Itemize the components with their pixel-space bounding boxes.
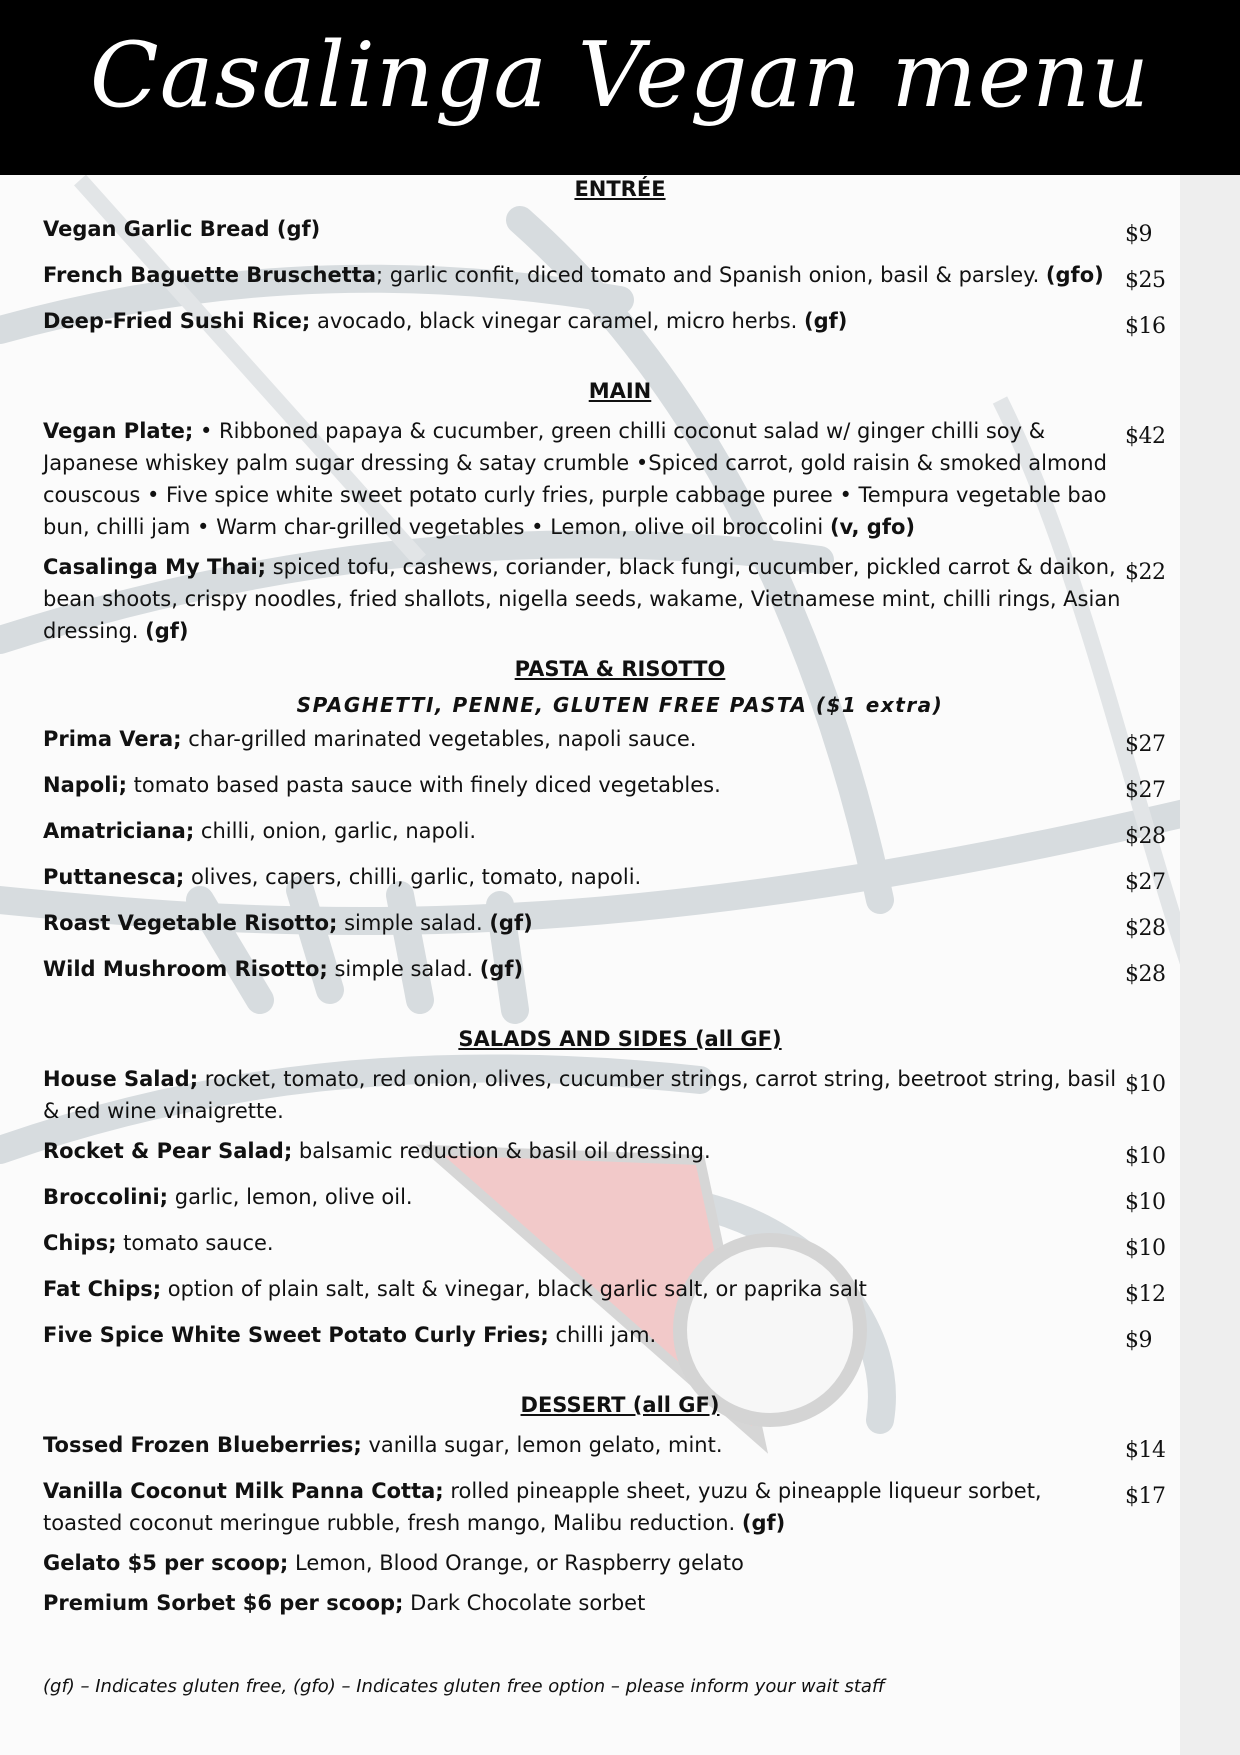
item-description <box>43 861 1125 893</box>
section-dessert <box>0 1365 1240 1619</box>
section-subtitle: SPAGHETTI, PENNE, GLUTEN FREE PASTA ($1 extra) <box>296 693 944 717</box>
item-description <box>43 815 1125 847</box>
item-diet-tag: (gfo) <box>1045 263 1104 287</box>
section-title: PASTA & RISOTTO <box>514 657 726 681</box>
item-name: Deep-Fried Sushi Rice; <box>43 309 311 333</box>
item-description <box>43 1227 1125 1259</box>
item-price: $17 <box>1125 1484 1166 1509</box>
menu-item <box>43 769 1183 807</box>
item-details: rolled pineapple sheet, yuzu & pineapple liqueur sorbet, toasted coconut meringue rubble, fresh mango, Malibu reduction. <box>43 1479 1042 1535</box>
item-details: rocket, tomato, red onion, olives, cucumber strings, carrot string, beetroot string, basil & red wine vinaigrette. <box>43 1067 1117 1123</box>
item-description <box>43 953 1125 985</box>
item-price: $28 <box>1125 962 1166 987</box>
item-details: balsamic reduction & basil oil dressing. <box>292 1139 711 1163</box>
item-description <box>43 1319 1125 1351</box>
menu-item <box>43 1227 1183 1265</box>
section-title: SALADS AND SIDES (all GF) <box>458 1027 782 1051</box>
item-price: $27 <box>1125 870 1166 895</box>
item-description <box>43 907 1125 939</box>
item-name: Gelato $5 per scoop; <box>43 1551 289 1575</box>
item-details: chilli jam. <box>548 1323 657 1347</box>
item-details: olives, capers, chilli, garlic, tomato, napoli. <box>184 865 642 889</box>
menu-item <box>43 815 1183 853</box>
item-price: $28 <box>1125 916 1166 941</box>
item-description <box>43 723 1125 755</box>
item-description <box>43 259 1125 291</box>
menu-item <box>43 415 1183 543</box>
item-name: House Salad; <box>43 1067 199 1091</box>
item-name: Vegan Garlic Bread (gf) <box>43 217 321 241</box>
section-entree <box>0 175 1240 343</box>
item-details: Lemon, Blood Orange, or Raspberry gelato <box>288 1551 744 1575</box>
item-description <box>43 1063 1125 1127</box>
section-main <box>0 351 1240 647</box>
item-name: Casalinga My Thai; <box>43 555 267 579</box>
item-name: Amatriciana; <box>43 819 195 843</box>
menu-item <box>43 907 1183 945</box>
menu-item <box>43 1547 1183 1579</box>
item-name: Tossed Frozen Blueberries; <box>43 1433 362 1457</box>
item-details: spiced tofu, cashews, coriander, black fungi, cucumber, pickled carrot & daikon, bean shoots, crispy noodles, fried shallots, nigella seeds, wakame, Vietnamese mint, chilli rings, Asian dressing. <box>43 555 1121 643</box>
menu-item <box>43 1429 1183 1467</box>
menu-item <box>43 551 1183 647</box>
item-name: Roast Vegetable Risotto; <box>43 911 338 935</box>
section-pasta-risotto <box>0 655 1240 991</box>
item-description <box>43 1181 1125 1213</box>
section-title: DESSERT (all GF) <box>520 1393 720 1417</box>
item-name: Broccolini; <box>43 1185 169 1209</box>
item-diet-tag: (gf) <box>804 309 848 333</box>
item-price: $12 <box>1125 1282 1166 1307</box>
item-price <box>1125 1547 1183 1553</box>
item-price: $10 <box>1125 1236 1166 1261</box>
item-description <box>43 415 1125 543</box>
menu-item <box>43 953 1183 991</box>
item-diet-tag: (gf) <box>479 957 524 981</box>
menu-content <box>0 175 1240 1627</box>
item-price: $25 <box>1125 268 1166 293</box>
item-details: Dark Chocolate sorbet <box>403 1591 646 1615</box>
section-salads-sides <box>0 999 1240 1357</box>
menu-item <box>43 1181 1183 1219</box>
item-price <box>1125 1587 1183 1593</box>
menu-item <box>43 1587 1183 1619</box>
item-name: Prima Vera; <box>43 727 182 751</box>
item-price: $42 <box>1125 424 1166 449</box>
item-description <box>43 213 1125 245</box>
item-name: French Baguette Bruschetta <box>43 263 376 287</box>
item-name: Fat Chips; <box>43 1277 162 1301</box>
item-price: $27 <box>1125 732 1166 757</box>
item-details: char-grilled marinated vegetables, napoli sauce. <box>181 727 697 751</box>
menu-item <box>43 723 1183 761</box>
item-description <box>43 551 1125 647</box>
item-description <box>43 1587 1125 1619</box>
item-name: Vanilla Coconut Milk Panna Cotta; <box>43 1479 444 1503</box>
item-details: tomato based pasta sauce with finely diced vegetables. <box>127 773 721 797</box>
item-description <box>43 1547 1125 1579</box>
menu-title: Casalinga Vegan menu <box>89 23 1151 128</box>
item-price: $22 <box>1125 560 1166 585</box>
item-price: $16 <box>1125 314 1166 339</box>
item-price: $28 <box>1125 824 1166 849</box>
item-price: $10 <box>1125 1144 1166 1169</box>
item-price: $10 <box>1125 1072 1166 1097</box>
menu-item <box>43 1135 1183 1173</box>
item-details: vanilla sugar, lemon gelato, mint. <box>361 1433 723 1457</box>
item-description <box>43 1475 1125 1539</box>
item-price: $9 <box>1125 222 1152 247</box>
menu-item <box>43 1063 1183 1127</box>
item-price: $9 <box>1125 1328 1152 1353</box>
item-name: Wild Mushroom Risotto; <box>43 957 328 981</box>
menu-header <box>0 0 1240 175</box>
item-name: Puttanesca; <box>43 865 185 889</box>
item-name: Vegan Plate; <box>43 419 194 443</box>
item-name: Rocket & Pear Salad; <box>43 1139 293 1163</box>
item-details: tomato sauce. <box>116 1231 274 1255</box>
item-details: option of plain salt, salt & vinegar, black garlic salt, or paprika salt <box>161 1277 867 1301</box>
item-diet-tag: (v, gfo) <box>829 515 915 539</box>
menu-item <box>43 259 1183 297</box>
item-price: $27 <box>1125 778 1166 803</box>
item-details: chilli, onion, garlic, napoli. <box>194 819 477 843</box>
menu-item <box>43 305 1183 343</box>
item-details: simple salad. <box>327 957 480 981</box>
menu-item <box>43 1273 1183 1311</box>
item-name: Chips; <box>43 1231 117 1255</box>
item-description <box>43 1273 1125 1305</box>
item-description <box>43 1135 1125 1167</box>
item-diet-tag: (gf) <box>145 619 189 643</box>
menu-item <box>43 213 1183 251</box>
menu-item <box>43 1475 1183 1539</box>
item-description <box>43 305 1125 337</box>
menu-item <box>43 861 1183 899</box>
item-price: $14 <box>1125 1438 1166 1463</box>
item-diet-tag: (gf) <box>489 911 533 935</box>
item-details: garlic, lemon, olive oil. <box>168 1185 413 1209</box>
item-name: Five Spice White Sweet Potato Curly Fries; <box>43 1323 549 1347</box>
item-description <box>43 1429 1125 1461</box>
item-details: ; garlic confit, diced tomato and Spanish onion, basil & parsley. <box>376 263 1046 287</box>
section-title: MAIN <box>588 379 652 403</box>
item-details: simple salad. <box>337 911 490 935</box>
item-details: avocado, black vinegar caramel, micro herbs. <box>310 309 804 333</box>
item-description <box>43 769 1125 801</box>
menu-item <box>43 1319 1183 1357</box>
item-details: • Ribboned papaya & cucumber, green chilli coconut salad w/ ginger chilli soy & Japanese whiskey palm sugar dressing & satay crumble •Spiced carrot, gold raisin & smoked almond couscous • Five spice white sweet potato curly fries, purple cabbage puree • Tempura vegetable bao bun, chilli jam • Warm char-grilled vegetables • Lemon, olive oil broccolini <box>43 419 1107 539</box>
section-title: ENTRÉE <box>574 177 666 201</box>
item-name: Napoli; <box>43 773 127 797</box>
item-name: Premium Sorbet $6 per scoop; <box>43 1591 404 1615</box>
item-diet-tag: (gf) <box>741 1511 786 1535</box>
item-price: $10 <box>1125 1190 1166 1215</box>
dietary-footnote: (gf) – Indicates gluten free, (gfo) – Indicates gluten free option – please inform your wait staff <box>43 1676 885 1697</box>
